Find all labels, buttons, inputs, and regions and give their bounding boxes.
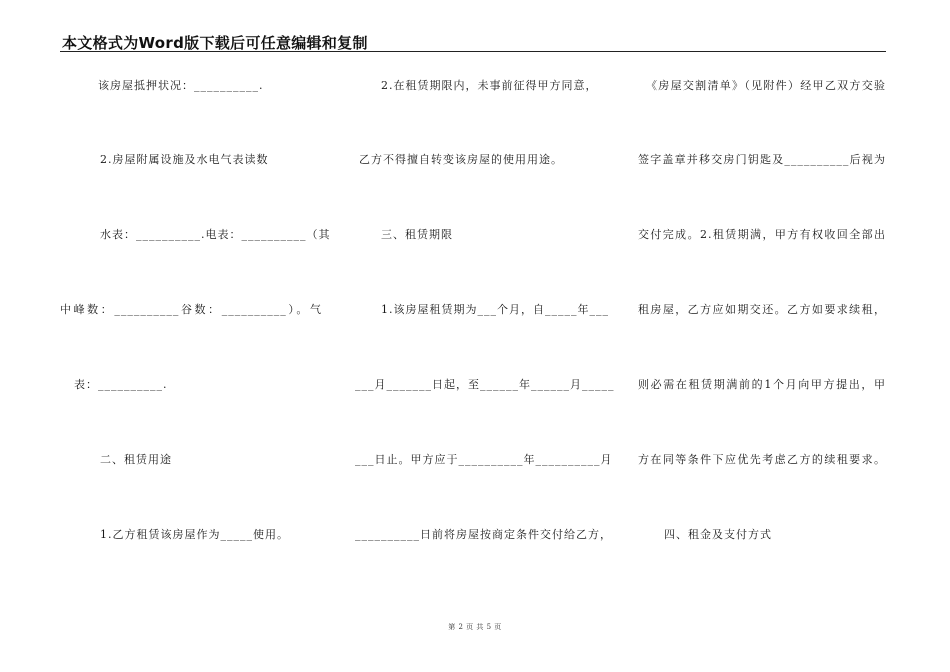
paragraph-line: 方在同等条件下应优先考虑乙方的续租要求。 [638, 453, 886, 466]
paragraph-line: 1.乙方租赁该房屋作为_____使用。 [100, 528, 289, 541]
paragraph-line: 该房屋抵押状况：__________. [98, 79, 264, 92]
text-column-1 [60, 0, 331, 672]
section-heading: 四、租金及支付方式 [664, 528, 772, 541]
paragraph-line: 1.该房屋租赁期为___个月，自_____年___ [381, 303, 609, 316]
paragraph-line: 中峰数：__________谷数：__________）。气 [60, 303, 322, 316]
document-header-title: 本文格式为Word版下载后可任意编辑和复制 [62, 34, 368, 52]
paragraph-line: ___日止。甲方应于__________年__________月 [355, 453, 613, 466]
paragraph-line: 签字盖章并移交房门钥匙及__________后视为 [638, 153, 886, 166]
paragraph-line: 《房屋交割清单》（见附件）经甲乙双方交验 [646, 79, 886, 92]
section-heading: 三、租赁期限 [381, 228, 453, 241]
text-column-3 [638, 0, 886, 672]
paragraph-line: 租房屋，乙方应如期交还。乙方如要求续租， [638, 303, 886, 316]
paragraph-line: 乙方不得擅自转变该房屋的使用用途。 [359, 153, 563, 166]
paragraph-line: 表：__________. [74, 378, 168, 391]
paragraph-line: 则必需在租赁期满前的1个月向甲方提出，甲 [638, 378, 886, 391]
text-column-2 [355, 0, 615, 672]
section-heading: 二、租赁用途 [100, 453, 172, 466]
paragraph-line: __________日前将房屋按商定条件交付给乙方， [355, 528, 612, 541]
paragraph-line: 2.房屋附属设施及水电气表读数 [100, 153, 269, 166]
paragraph-line: ___月_______日起，至______年______月_____ [355, 378, 615, 391]
paragraph-line: 2.在租赁期限内，未事前征得甲方同意， [381, 79, 598, 92]
page-number: 第 2 页 共 5 页 [448, 623, 502, 631]
paragraph-line: 水表：__________.电表：__________（其 [100, 228, 331, 241]
paragraph-line: 交付完成。2.租赁期满，甲方有权收回全部出 [638, 228, 886, 241]
